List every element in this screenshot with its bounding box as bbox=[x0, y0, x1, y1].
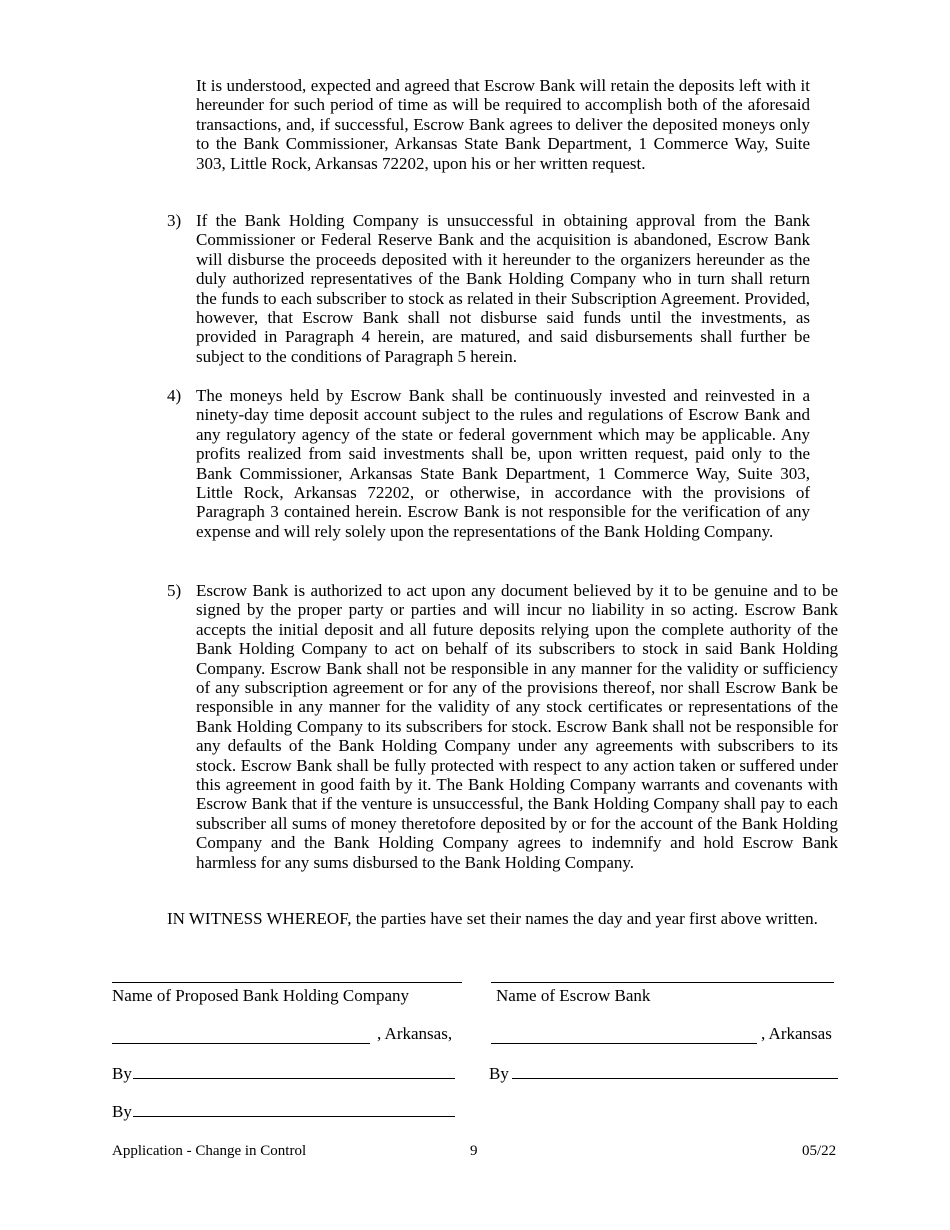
bank-holding-company-name-line[interactable] bbox=[112, 982, 462, 983]
bank-holding-company-signature-line-1[interactable] bbox=[133, 1078, 455, 1079]
bank-holding-company-name-label: Name of Proposed Bank Holding Company bbox=[112, 986, 409, 1005]
footer-revision-date: 05/22 bbox=[802, 1143, 837, 1159]
item-number: 5) bbox=[167, 581, 182, 600]
witness-clause: IN WITNESS WHEREOF, the parties have set their names the day and year first above written. bbox=[167, 909, 818, 928]
bank-holding-company-state-label: , Arkansas, bbox=[377, 1024, 453, 1043]
item-text: If the Bank Holding Company is unsuccessful in obtaining approval from the Bank Commissioner or Federal Reserve Bank and the acquisition is abandoned, Escrow Bank will disburse the proceeds deposited with it hereunder to the organizers hereunder as the duly authorized representatives of the Bank Holding Company who in turn shall return the funds to each subscriber to stock as related in their Subscription Agreement. Provided, however, that Escrow Bank shall not disburse said funds until the investments, as provided in Paragraph 4 herein, are matured, and said disbursements shall further be subject to the conditions of Paragraph 5 herein. bbox=[196, 211, 810, 366]
escrow-bank-signature-line[interactable] bbox=[512, 1078, 838, 1079]
numbered-item-5 bbox=[167, 581, 838, 893]
item-number: 3) bbox=[167, 211, 182, 230]
bank-holding-company-city-line[interactable] bbox=[112, 1043, 370, 1044]
numbered-item-4 bbox=[167, 386, 810, 562]
numbered-item-3 bbox=[167, 211, 810, 367]
footer-document-title: Application - Change in Control bbox=[112, 1143, 307, 1159]
intro-paragraph: It is understood, expected and agreed that Escrow Bank will retain the deposits left with it hereunder for such period of time as will be required to accomplish both of the aforesaid transactions, and, if successful, Escrow Bank agrees to deliver the deposited moneys only to the Bank Commissioner, Arkansas State Bank Department, 1 Commerce Way, Suite 303, Little Rock, Arkansas 72202, upon his or her written request. bbox=[196, 76, 810, 173]
by-label: By bbox=[112, 1102, 132, 1121]
item-text: The moneys held by Escrow Bank shall be continuously invested and reinvested in a ninety-day time deposit account subject to the rules and regulations of Escrow Bank and any regulatory agency of the state or federal government which may be applicable. Any profits realized from said investments shall be, upon written request, paid only to the Bank Commissioner, Arkansas State Bank Department, 1 Commerce Way, Suite 303, Little Rock, Arkansas 72202, or otherwise, in accordance with the provisions of Paragraph 3 contained herein. Escrow Bank is not responsible for the verification of any expense and will rely solely upon the representations of the Bank Holding Company. bbox=[196, 386, 810, 541]
by-label: By bbox=[489, 1064, 509, 1083]
escrow-bank-name-line[interactable] bbox=[491, 982, 834, 983]
escrow-bank-city-line[interactable] bbox=[491, 1043, 757, 1044]
escrow-bank-state-label: , Arkansas bbox=[761, 1024, 832, 1043]
item-text: Escrow Bank is authorized to act upon any document believed by it to be genuine and to be signed by the proper party or parties and will incur no liability in so acting. Escrow Bank accepts the initial deposit and all future deposits relying upon the complete authority of the Bank Holding Company to act on behalf of its subscribers to stock in said Bank Holding Company. Escrow Bank shall not be responsible in any manner for the validity or sufficiency of any subscription agreement or for any of the provisions thereof, nor shall Escrow Bank be responsible in any manner for the validity of any stock certificates or representations of the Bank Holding Company to its subscribers for stock. Escrow Bank shall not be responsible for any defaults of the Bank Holding Company under any agreements with subscribers to its stock. Escrow Bank shall be fully protected with respect to any action taken or suffered under this agreement in good faith by it. The Bank Holding Company warrants and covenants with Escrow Bank that if the venture is unsuccessful, the Bank Holding Company shall pay to each subscriber all sums of money theretofore deposited by or for the account of the Bank Holding Company and the Bank Holding Company agrees to indemnify and hold Escrow Bank harmless for any sums disbursed to the Bank Holding Company. bbox=[196, 581, 838, 872]
escrow-bank-name-label: Name of Escrow Bank bbox=[496, 986, 651, 1005]
bank-holding-company-signature-line-2[interactable] bbox=[133, 1116, 455, 1117]
item-number: 4) bbox=[167, 386, 182, 405]
footer-page-number: 9 bbox=[470, 1143, 478, 1159]
by-label: By bbox=[112, 1064, 132, 1083]
